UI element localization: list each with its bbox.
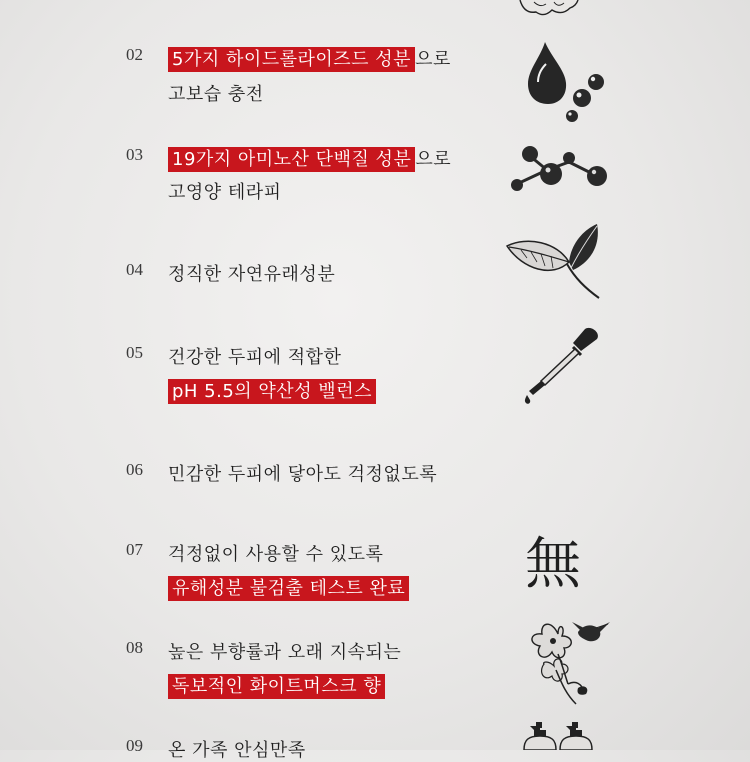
highlight-text: 유해성분 불검출 테스트 완료 xyxy=(168,576,409,601)
highlight-text: pH 5.5의 약산성 밸런스 xyxy=(168,379,376,404)
jasmine-hummingbird-icon xyxy=(518,614,610,706)
item-number: 08 xyxy=(126,638,143,657)
highlight-text: 19가지 아미노산 단백질 성분 xyxy=(168,147,415,172)
item-number: 03 xyxy=(126,145,143,164)
item-number: 09 xyxy=(126,736,143,755)
item-number: 06 xyxy=(126,460,143,479)
feature-line-1 xyxy=(168,145,451,171)
feature-line-1 xyxy=(168,45,451,71)
mu-character-text: 無 xyxy=(525,532,581,597)
highlight-text: 5가지 하이드롤라이즈드 성분 xyxy=(168,47,415,72)
leaves-icon xyxy=(505,222,605,302)
feature-line-1: 정직한 자연유래성분 xyxy=(168,264,336,285)
flower-icon xyxy=(514,0,584,18)
line-rest: 으로 xyxy=(415,149,452,170)
bottles-icon xyxy=(520,722,600,750)
feature-line-2 xyxy=(168,574,409,600)
item-number: 05 xyxy=(126,343,143,362)
item-number: 04 xyxy=(126,260,143,279)
line-rest: 으로 xyxy=(415,49,451,70)
molecule-icon xyxy=(505,140,610,198)
feature-line-2 xyxy=(168,377,376,403)
feature-line-1: 건강한 두피에 적합한 xyxy=(168,347,342,368)
highlight-text: 독보적인 화이트머스크 향 xyxy=(168,674,385,699)
feature-line-1: 민감한 두피에 닿아도 걱정없도록 xyxy=(168,464,438,485)
item-number: 07 xyxy=(126,540,143,559)
feature-line-1: 높은 부향률과 오래 지속되는 xyxy=(168,642,402,663)
feature-line-2: 고보습 충전 xyxy=(168,84,264,105)
feature-line-1: 걱정없이 사용할 수 있도록 xyxy=(168,544,384,565)
feature-line-2 xyxy=(168,672,385,698)
dropper-icon xyxy=(515,325,605,405)
item-number: 02 xyxy=(126,45,143,64)
feature-line-2: 고영양 테라피 xyxy=(168,182,282,203)
feature-line-1: 온 가족 안심만족 xyxy=(168,740,306,761)
water-drops-icon xyxy=(520,40,610,122)
mu-character-icon xyxy=(525,530,581,600)
